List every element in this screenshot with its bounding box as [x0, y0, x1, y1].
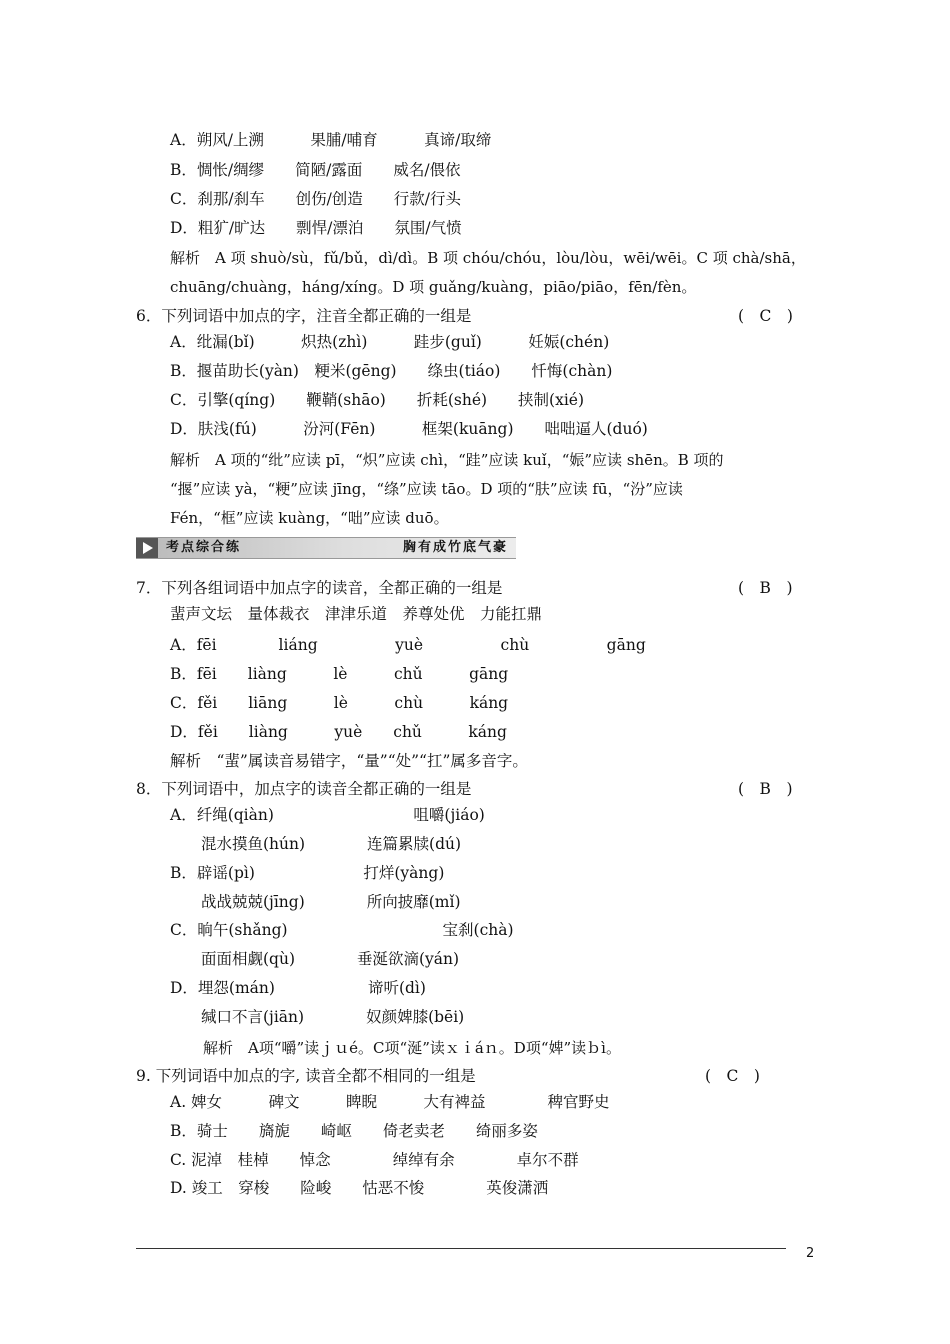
section-banner	[136, 537, 516, 559]
q7-option-d: D．fěi liàng yuè chǔ káng	[170, 723, 507, 741]
q6-option-d: D．肤浅(fú) 汾河(Fēn) 框架(kuāng) 咄咄逼人(duó)	[170, 420, 648, 438]
footer-rule	[136, 1248, 786, 1249]
q6-option-b: B．揠苗助长(yàn) 粳米(gēng) 绦虫(tiáo) 忏悔(chàn)	[170, 362, 613, 380]
banner-slogan: 胸有成竹底气豪	[402, 540, 508, 555]
q8-option-a-1: A．纤绳(qiàn) 咀嚼(jiáo)	[170, 806, 485, 824]
q8-option-d-2: 缄口不言(jiān) 奴颜婢膝(bēi)	[170, 1008, 465, 1026]
q9-option-b: B．骑士 旖旎 崎岖 倚老卖老 绮丽多姿	[170, 1122, 538, 1140]
q7-analysis: 解析 “蜚”属读音易错字，“量”“处”“扛”属多音字。	[170, 752, 528, 770]
q5-analysis-line-2: chuāng/chuàng，háng/xíng。D 项 guǎng/kuàng，piāo/piāo，fēn/fèn。	[170, 278, 697, 296]
q5-option-c: C．刹那/刹车 创伤/创造 行款/行头	[170, 190, 462, 208]
q9-option-a: A. 婢女 碑文 睥睨 大有裨益 稗官野史	[170, 1093, 610, 1111]
q8-option-d-1: D．埋怨(mán) 谛听(dì)	[170, 979, 426, 997]
q6-analysis-line-2: “揠”应读 yà，“粳”应读 jīng，“绦”应读 tāo。D 项的“肤”应读 fū，“汾”应读	[170, 480, 683, 498]
q9-option-c: C. 泥淖 桂棹 悼念 绰绰有余 卓尔不群	[170, 1151, 579, 1169]
q5-option-b: B．惆怅/绸缪 简陋/露面 威名/偎依	[170, 161, 461, 179]
q6-analysis-line-3: Fén，“框”应读 kuàng，“咄”应读 duō。	[170, 509, 449, 527]
q9-stem: 9. 下列词语中加点的字, 读音全都不相同的一组是	[136, 1067, 476, 1085]
q6-stem: 6．下列词语中加点的字，注音全都正确的一组是	[136, 307, 472, 325]
q8-option-c-1: C．晌午(shǎng) 宝刹(chà)	[170, 921, 514, 939]
q6-answer: ( C )	[738, 307, 793, 325]
q7-option-a: A．fēi liáng yuè chù gāng	[170, 636, 646, 654]
q7-stem: 7．下列各组词语中加点字的读音，全都正确的一组是	[136, 579, 503, 597]
q7-option-b: B．fēi liàng lè chǔ gāng	[170, 665, 509, 683]
q7-option-c: C．fěi liāng lè chù káng	[170, 694, 509, 712]
q8-analysis: 解析 A项“嚼”读ｊｕé。C项“涎”读ｘｉáｎ。D项“婢”读ｂì。	[203, 1039, 621, 1057]
q5-analysis-line-1: 解析 A 项 shuò/sù，fǔ/bǔ，dì/dì。B 项 chóu/chóu，lòu/lòu，wēi/wēi。C 项 chà/shā，	[170, 249, 806, 267]
q8-option-b-2: 战战兢兢(jīng) 所向披靡(mǐ)	[170, 893, 461, 911]
q6-option-c: C．引擎(qíng) 鞭鞘(shāo) 折耗(shé) 挟制(xié)	[170, 391, 585, 409]
q5-option-a: A．朔风/上溯 果脯/哺育 真谛/取缔	[170, 131, 492, 149]
q8-option-c-2: 面面相觑(qù) 垂涎欲滴(yán)	[170, 950, 460, 968]
page-number: 2	[806, 1246, 815, 1261]
q8-option-b-1: B．辟谣(pì) 打烊(yàng)	[170, 864, 445, 882]
q7-answer: ( B )	[738, 579, 793, 597]
q8-option-a-2: 混水摸鱼(hún) 连篇累牍(dú)	[170, 835, 462, 853]
q6-option-a: A．纰漏(bǐ) 炽热(zhì) 跬步(guǐ) 妊娠(chén)	[170, 333, 610, 351]
q8-stem: 8．下列词语中，加点字的读音全都正确的一组是	[136, 780, 472, 798]
q6-analysis-line-1: 解析 A 项的“纰”应读 pī，“炽”应读 chì，“跬”应读 kuǐ，“娠”应读 shēn。B 项的	[170, 451, 724, 469]
q9-answer: ( C )	[705, 1067, 760, 1085]
q8-answer: ( B )	[738, 780, 793, 798]
q9-option-d: D. 竣工 穿梭 险峻 怙恶不悛 英俊潇洒	[170, 1179, 549, 1197]
play-arrow-icon	[136, 538, 158, 558]
q7-words: 蜚声文坛 量体裁衣 津津乐道 养尊处优 力能扛鼎	[170, 605, 543, 623]
banner-title: 考点综合练	[166, 540, 242, 555]
q5-option-d: D．粗犷/旷达 剽悍/漂泊 氛围/气愤	[170, 219, 462, 237]
